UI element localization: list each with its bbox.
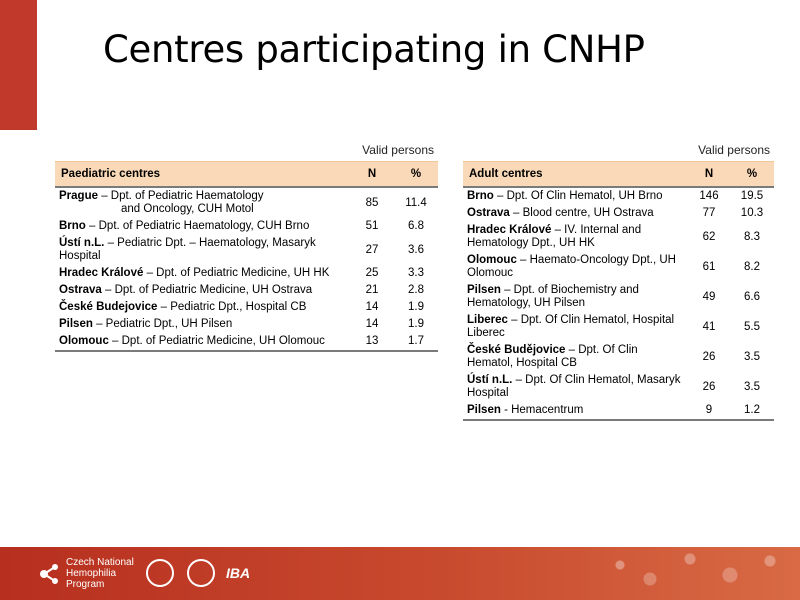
- centre-name-cell: [55, 235, 350, 265]
- count-cell: 85: [365, 196, 379, 209]
- network-logo-icon: [38, 563, 60, 585]
- department-desc: – Dpt. of Pediatric Haematology, CUH Brno: [85, 220, 310, 232]
- table-row: [463, 312, 774, 342]
- table-header-row: [55, 162, 438, 188]
- centre-name-cell: [463, 342, 688, 372]
- department-desc: – Haemato-Oncology Dpt., UH Olomouc: [467, 254, 676, 279]
- percent-cell: 2.8: [408, 284, 424, 296]
- percent-cell: 1.7: [394, 333, 438, 351]
- percent-cell: 1.9: [408, 301, 424, 313]
- centre-name-cell: [55, 187, 350, 218]
- table-row: [463, 342, 774, 372]
- department-desc: – Dpt. of Pediatric Medicine, UH HK: [143, 267, 330, 279]
- percent-cell: 1.9: [408, 318, 424, 330]
- count-cell: 51: [365, 220, 379, 232]
- department-desc-line-2: and Oncology, CUH Motol: [121, 203, 254, 215]
- header-pct: %: [730, 162, 774, 188]
- percent-cell: 6.6: [744, 290, 760, 303]
- city-name: Ústí n.L.: [59, 237, 105, 249]
- table-row: [55, 282, 438, 299]
- count-cell: 21: [365, 284, 379, 296]
- table-row: [55, 265, 438, 282]
- valid-persons-label: Valid persons: [698, 143, 770, 157]
- centre-name-cell: [463, 402, 688, 420]
- department-desc: – Blood centre, UH Ostrava: [509, 207, 654, 219]
- table-row: [463, 372, 774, 402]
- city-name: Olomouc: [467, 254, 517, 266]
- count-cell: 146: [699, 190, 719, 202]
- city-name: Liberec: [467, 314, 508, 326]
- percent-cell: 19.5: [740, 190, 764, 202]
- count-cell: 14: [365, 318, 379, 330]
- cnhp-logo: [38, 557, 134, 590]
- department-desc: – Dpt. of Pediatric Haematology: [98, 190, 264, 202]
- count-cell: 9: [688, 402, 730, 420]
- faculty-seal-icon: [187, 559, 215, 587]
- percent-cell: 8.2: [744, 260, 760, 273]
- count-cell: 14: [365, 301, 379, 313]
- header-n: N: [350, 162, 394, 188]
- valid-persons-label: Valid persons: [362, 143, 434, 157]
- department-desc: – Dpt. Of Clin Hematol, Hospital Liberec: [467, 314, 675, 339]
- department-desc: – Dpt. of Biochemistry and Hematology, UH Pilsen: [467, 284, 639, 309]
- count-cell: 61: [702, 260, 716, 273]
- city-name: České Budejovice: [59, 301, 158, 313]
- city-name: Olomouc: [59, 335, 109, 347]
- percent-cell: 10.3: [740, 207, 764, 219]
- table-row: [463, 205, 774, 222]
- department-desc: – Pediatric Dpt. – Haematology, Masaryk Hospital: [59, 237, 316, 262]
- city-name: Ústí n.L.: [467, 374, 513, 386]
- percent-cell: 3.3: [408, 267, 424, 279]
- city-name: Prague: [59, 190, 98, 202]
- logo-line-3: Program: [66, 579, 105, 590]
- percent-cell: 3.5: [744, 350, 760, 363]
- department-desc: – Dpt. of Pediatric Medicine, UH Ostrava: [101, 284, 313, 296]
- count-cell: 13: [350, 333, 394, 351]
- decorative-dots: [600, 547, 800, 600]
- adult-centres-table: [463, 143, 774, 421]
- count-cell: 25: [365, 267, 379, 279]
- logo-line-2: Hemophilia: [66, 568, 117, 579]
- table-row: [55, 333, 438, 351]
- department-desc: – Dpt. Of Clin Hematol, Hospital CB: [467, 344, 638, 369]
- table-row: [463, 187, 774, 205]
- count-cell: 26: [702, 380, 716, 393]
- city-name: Brno: [59, 220, 86, 232]
- centre-name-cell: [463, 187, 688, 205]
- percent-cell: 3.6: [408, 243, 424, 256]
- department-desc: – Dpt. Of Clin Hematol, UH Brno: [493, 190, 663, 202]
- department-desc: - Hemacentrum: [500, 404, 584, 416]
- table-header-row: [463, 162, 774, 188]
- count-cell: 26: [702, 350, 716, 363]
- centre-name-cell: [463, 282, 688, 312]
- slide-title: Centres participating in CNHP: [103, 28, 645, 71]
- city-name: Hradec Králové: [467, 224, 552, 236]
- department-desc: – IV. Internal and Hematology Dpt., UH HK: [467, 224, 642, 249]
- corner-accent: [0, 0, 37, 130]
- table-row: [463, 402, 774, 420]
- header-centre: Paediatric centres: [55, 162, 350, 188]
- centre-name-cell: [463, 312, 688, 342]
- table-row: [55, 218, 438, 235]
- footer-bar: [0, 547, 800, 600]
- count-cell: 49: [702, 290, 716, 303]
- centre-name-cell: [55, 218, 350, 235]
- count-cell: 27: [365, 243, 379, 256]
- percent-cell: 6.8: [408, 220, 424, 232]
- header-pct: %: [394, 162, 438, 188]
- table-row: [55, 299, 438, 316]
- percent-cell: 8.3: [744, 230, 760, 243]
- city-name: Hradec Králové: [59, 267, 144, 279]
- percent-cell: 5.5: [744, 320, 760, 333]
- department-desc: – Pediatric Dpt., UH Pilsen: [92, 318, 233, 330]
- count-cell: 77: [702, 207, 716, 219]
- count-cell: 41: [702, 320, 716, 333]
- city-name: Pilsen: [467, 284, 501, 296]
- table-row: [55, 187, 438, 218]
- city-name: Pilsen: [59, 318, 93, 330]
- department-desc: – Pediatric Dpt., Hospital CB: [157, 301, 307, 313]
- centre-name-cell: [55, 333, 350, 351]
- percent-cell: 11.4: [405, 196, 427, 209]
- table-row: [55, 235, 438, 265]
- city-name: Brno: [467, 190, 494, 202]
- percent-cell: 1.2: [730, 402, 774, 420]
- header-centre: Adult centres: [463, 162, 688, 188]
- table-row: [463, 252, 774, 282]
- centre-name-cell: [463, 205, 688, 222]
- centre-name-cell: [463, 372, 688, 402]
- city-name: Pilsen: [467, 404, 501, 416]
- table-row: [463, 222, 774, 252]
- city-name: Ostrava: [59, 284, 102, 296]
- centre-name-cell: [55, 316, 350, 333]
- centre-name-cell: [55, 282, 350, 299]
- centre-name-cell: [55, 265, 350, 282]
- city-name: Ostrava: [467, 207, 510, 219]
- count-cell: 62: [702, 230, 716, 243]
- logo-line-1: Czech National: [66, 557, 134, 568]
- centre-name-cell: [463, 222, 688, 252]
- centre-name-cell: [463, 252, 688, 282]
- iba-logo-icon: IBA: [226, 565, 251, 581]
- department-desc: – Dpt. Of Clin Hematol, Masaryk Hospital: [467, 374, 681, 399]
- university-seal-icon: [146, 559, 174, 587]
- table-row: [463, 282, 774, 312]
- city-name: České Budějovice: [467, 344, 566, 356]
- centre-name-cell: [55, 299, 350, 316]
- percent-cell: 3.5: [744, 380, 760, 393]
- paediatric-centres-table: [55, 143, 438, 352]
- header-n: N: [688, 162, 730, 188]
- table-row: [55, 316, 438, 333]
- department-desc: – Dpt. of Pediatric Medicine, UH Olomouc: [108, 335, 325, 347]
